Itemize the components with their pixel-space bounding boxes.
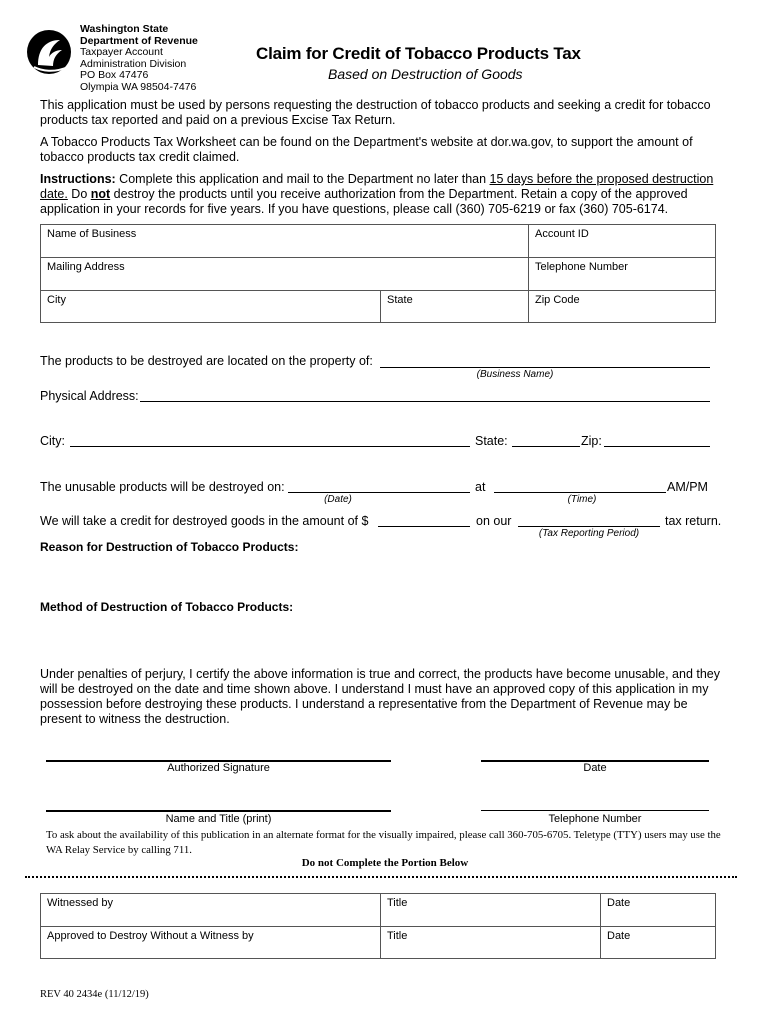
city-field[interactable]: City	[47, 294, 66, 306]
tax-period-line[interactable]	[518, 526, 660, 527]
name-title-label: Name and Title (print)	[165, 813, 272, 825]
credit-amount-line[interactable]	[378, 526, 470, 527]
credit-amount-label: We will take a credit for destroyed goods in the amount of $	[40, 514, 369, 528]
city-label: City:	[40, 434, 65, 448]
agency-name-line1: Washington State	[80, 23, 169, 35]
witness-date-field[interactable]: Date	[607, 897, 631, 909]
state-label: State:	[475, 434, 508, 448]
witnessed-by-field[interactable]: Witnessed by	[47, 897, 114, 909]
intro-paragraph-1: This application must be used by persons requesting the destruction of tobacco products and seeking a credit for tobacco products tax reported and paid on a previous Excise Tax Return.	[40, 98, 711, 127]
zip-line[interactable]	[604, 446, 710, 447]
page-title: Claim for Credit of Tobacco Products Tax	[256, 44, 581, 63]
state-field[interactable]: State	[387, 294, 413, 306]
time-hint: (Time)	[567, 494, 597, 505]
accessibility-note: To ask about the availability of this publication in an alternate format for the visually impaired, please call 360-705-6705. Teletype (TTY) users may use the WA Relay Service by calling 711.	[46, 829, 721, 856]
approver-date-field[interactable]: Date	[607, 930, 631, 942]
approved-without-witness-field[interactable]: Approved to Destroy Without a Witness by	[47, 930, 254, 942]
zip-label: Zip:	[581, 434, 602, 448]
physical-address-label: Physical Address:	[40, 389, 139, 403]
certification-text: Under penalties of perjury, I certify the above information is true and correct, the products have become unusable, and they will be destroyed on the date and time shown above. I understand I must have an approved copy of this application in my possession before destroying these products. I understand a representative from the Department of Revenue may be present to witness the destruction.	[40, 667, 721, 726]
dor-logo-icon	[24, 27, 74, 77]
tax-period-hint: (Tax Reporting Period)	[538, 528, 640, 539]
account-id-field[interactable]: Account ID	[535, 228, 589, 240]
po-box: PO Box 47476	[80, 69, 149, 81]
do-not-complete-heading: Do not Complete the Portion Below	[301, 857, 469, 869]
agency-name-line2: Department of Revenue	[80, 34, 198, 47]
date-hint: (Date)	[324, 494, 352, 505]
reason-heading: Reason for Destruction of Tobacco Products:	[40, 540, 299, 554]
page-subtitle: Based on Destruction of Goods	[328, 66, 523, 82]
telephone-number-field[interactable]: Telephone Number	[535, 261, 628, 273]
telephone-line[interactable]	[481, 810, 709, 811]
name-title-line[interactable]	[46, 810, 391, 812]
signature-date-label: Date	[583, 762, 607, 774]
authorized-signature-label: Authorized Signature	[167, 762, 270, 774]
instructions: Instructions: Complete this application and mail to the Department no later than 15 days before the proposed destruction date. Do not destroy the products until you receive authorization from the Department. Retain a copy of the approved application in your records for five years. If you have questions, please call (360) 705-6219 or fax (360) 705-6174.	[40, 172, 714, 216]
deadline-text: 15 days before the proposed destruction	[489, 172, 714, 186]
property-of-label: The products to be destroyed are located on the property of:	[40, 354, 373, 368]
approver-title-field[interactable]: Title	[387, 930, 408, 942]
business-name-line[interactable]	[380, 367, 710, 368]
on-our-label: on our	[476, 514, 512, 528]
mailing-address-field[interactable]: Mailing Address	[47, 261, 125, 273]
cut-line	[25, 876, 737, 878]
telephone-label: Telephone Number	[548, 813, 642, 825]
city-zip: Olympia WA 98504-7476	[80, 80, 197, 93]
witness-title-field[interactable]: Title	[387, 897, 408, 909]
at-label: at	[475, 480, 486, 494]
form-number: REV 40 2434e (11/12/19)	[40, 989, 149, 1000]
dor-logo	[24, 27, 74, 77]
instructions-label: Instructions:	[40, 172, 116, 186]
method-heading: Method of Destruction of Tobacco Products:	[40, 600, 294, 614]
zip-code-field[interactable]: Zip Code	[535, 294, 580, 306]
business-name-hint: (Business Name)	[476, 369, 554, 380]
destruction-time-line[interactable]	[494, 492, 666, 493]
reason-input-area[interactable]	[40, 558, 716, 596]
destruction-date-line[interactable]	[288, 492, 470, 493]
physical-address-line[interactable]	[140, 401, 710, 402]
tax-return-label: tax return.	[665, 514, 722, 528]
method-input-area[interactable]	[40, 618, 716, 662]
intro-paragraph-2: A Tobacco Products Tax Worksheet can be found on the Department's website at dor.wa.gov, to support the amount of tobacco products tax credit claimed.	[40, 135, 693, 164]
ampm-label: AM/PM	[667, 480, 708, 494]
division-line1: Taxpayer Account	[80, 46, 163, 58]
state-line[interactable]	[512, 446, 580, 447]
destroyed-on-label: The unusable products will be destroyed on:	[40, 480, 285, 494]
division-line2: Administration Division	[80, 57, 187, 70]
city-line[interactable]	[70, 446, 470, 447]
name-of-business-field[interactable]: Name of Business	[47, 228, 137, 240]
